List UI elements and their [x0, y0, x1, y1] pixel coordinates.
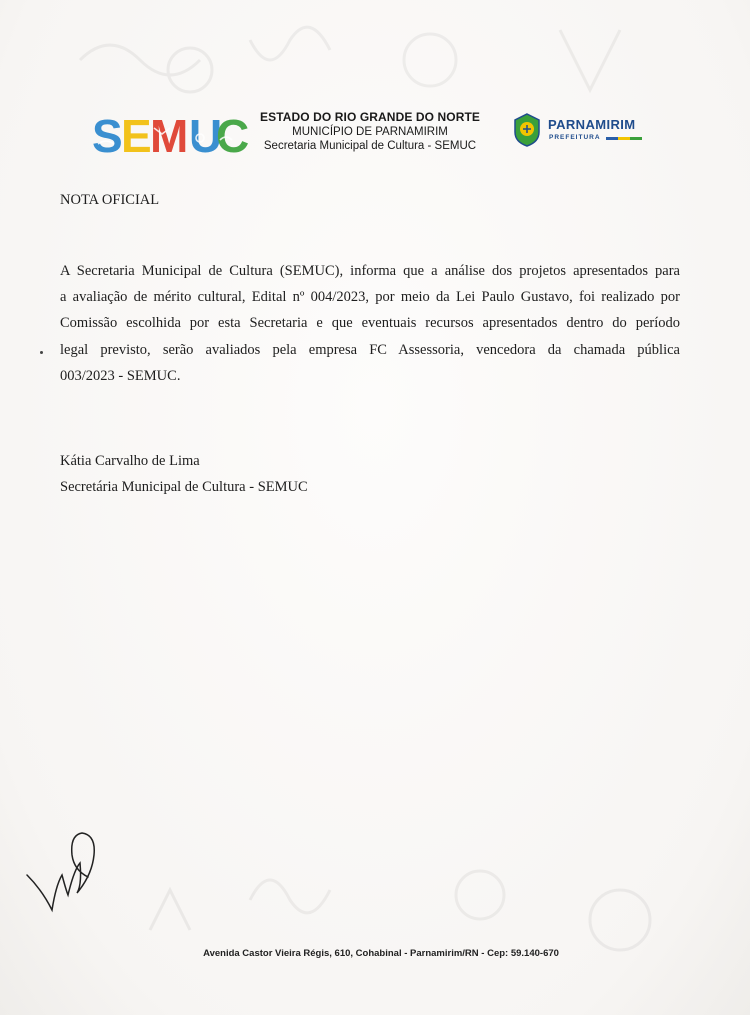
body-line: a avaliação de mérito cultural, Edital nº 004/2023, por meio da Lei Paulo Gustavo, foi realizado por — [60, 289, 680, 306]
parnamirim-emblem-icon — [512, 112, 542, 148]
signer-title: Secretária Municipal de Cultura - SEMUC — [60, 479, 308, 495]
svg-text:M: M — [150, 110, 189, 162]
secretariat-name: Secretaria Municipal de Cultura - SEMUC — [263, 140, 477, 152]
body-line: A Secretaria Municipal de Cultura (SEMUC), informa que a análise dos projetos apresentados para — [60, 263, 680, 279]
municipality-name: MUNICÍPIO DE PARNAMIRIM — [292, 126, 448, 138]
page-footer — [0, 948, 750, 959]
svg-text:E: E — [121, 110, 152, 162]
body-line: 003/2023 - SEMUC. — [60, 367, 181, 384]
signer-name: Kátia Carvalho de Lima — [60, 453, 200, 469]
document-body — [60, 258, 680, 389]
signer-block — [60, 448, 308, 500]
svg-text:U: U — [189, 110, 223, 162]
svg-text:S: S — [92, 110, 123, 162]
body-line: Comissão escolhida por esta Secretaria e que eventuais recursos apresentados dentro do período — [60, 315, 680, 332]
parnamirim-logo-text: PARNAMIRIM — [548, 117, 636, 132]
footer-address: Avenida Castor Vieira Régis, 610, Cohabinal - Parnamirim/RN - Cep: 59.140-670 — [203, 948, 559, 959]
semuc-logo — [90, 108, 250, 162]
parnamirim-color-stripe — [606, 137, 642, 140]
body-line: legal previsto, serão avaliados pela empresa FC Assessoria, vencedora da chamada pública — [60, 341, 680, 358]
document-title: NOTA OFICIAL — [60, 192, 160, 208]
letterhead — [0, 100, 750, 170]
margin-dot — [40, 351, 43, 354]
handwritten-signature — [22, 815, 112, 925]
state-name: ESTADO DO RIO GRANDE DO NORTE — [259, 110, 481, 124]
letterhead-text — [250, 110, 490, 152]
parnamirim-subtitle: PREFEITURA — [549, 134, 601, 141]
svg-text:C: C — [216, 110, 250, 162]
